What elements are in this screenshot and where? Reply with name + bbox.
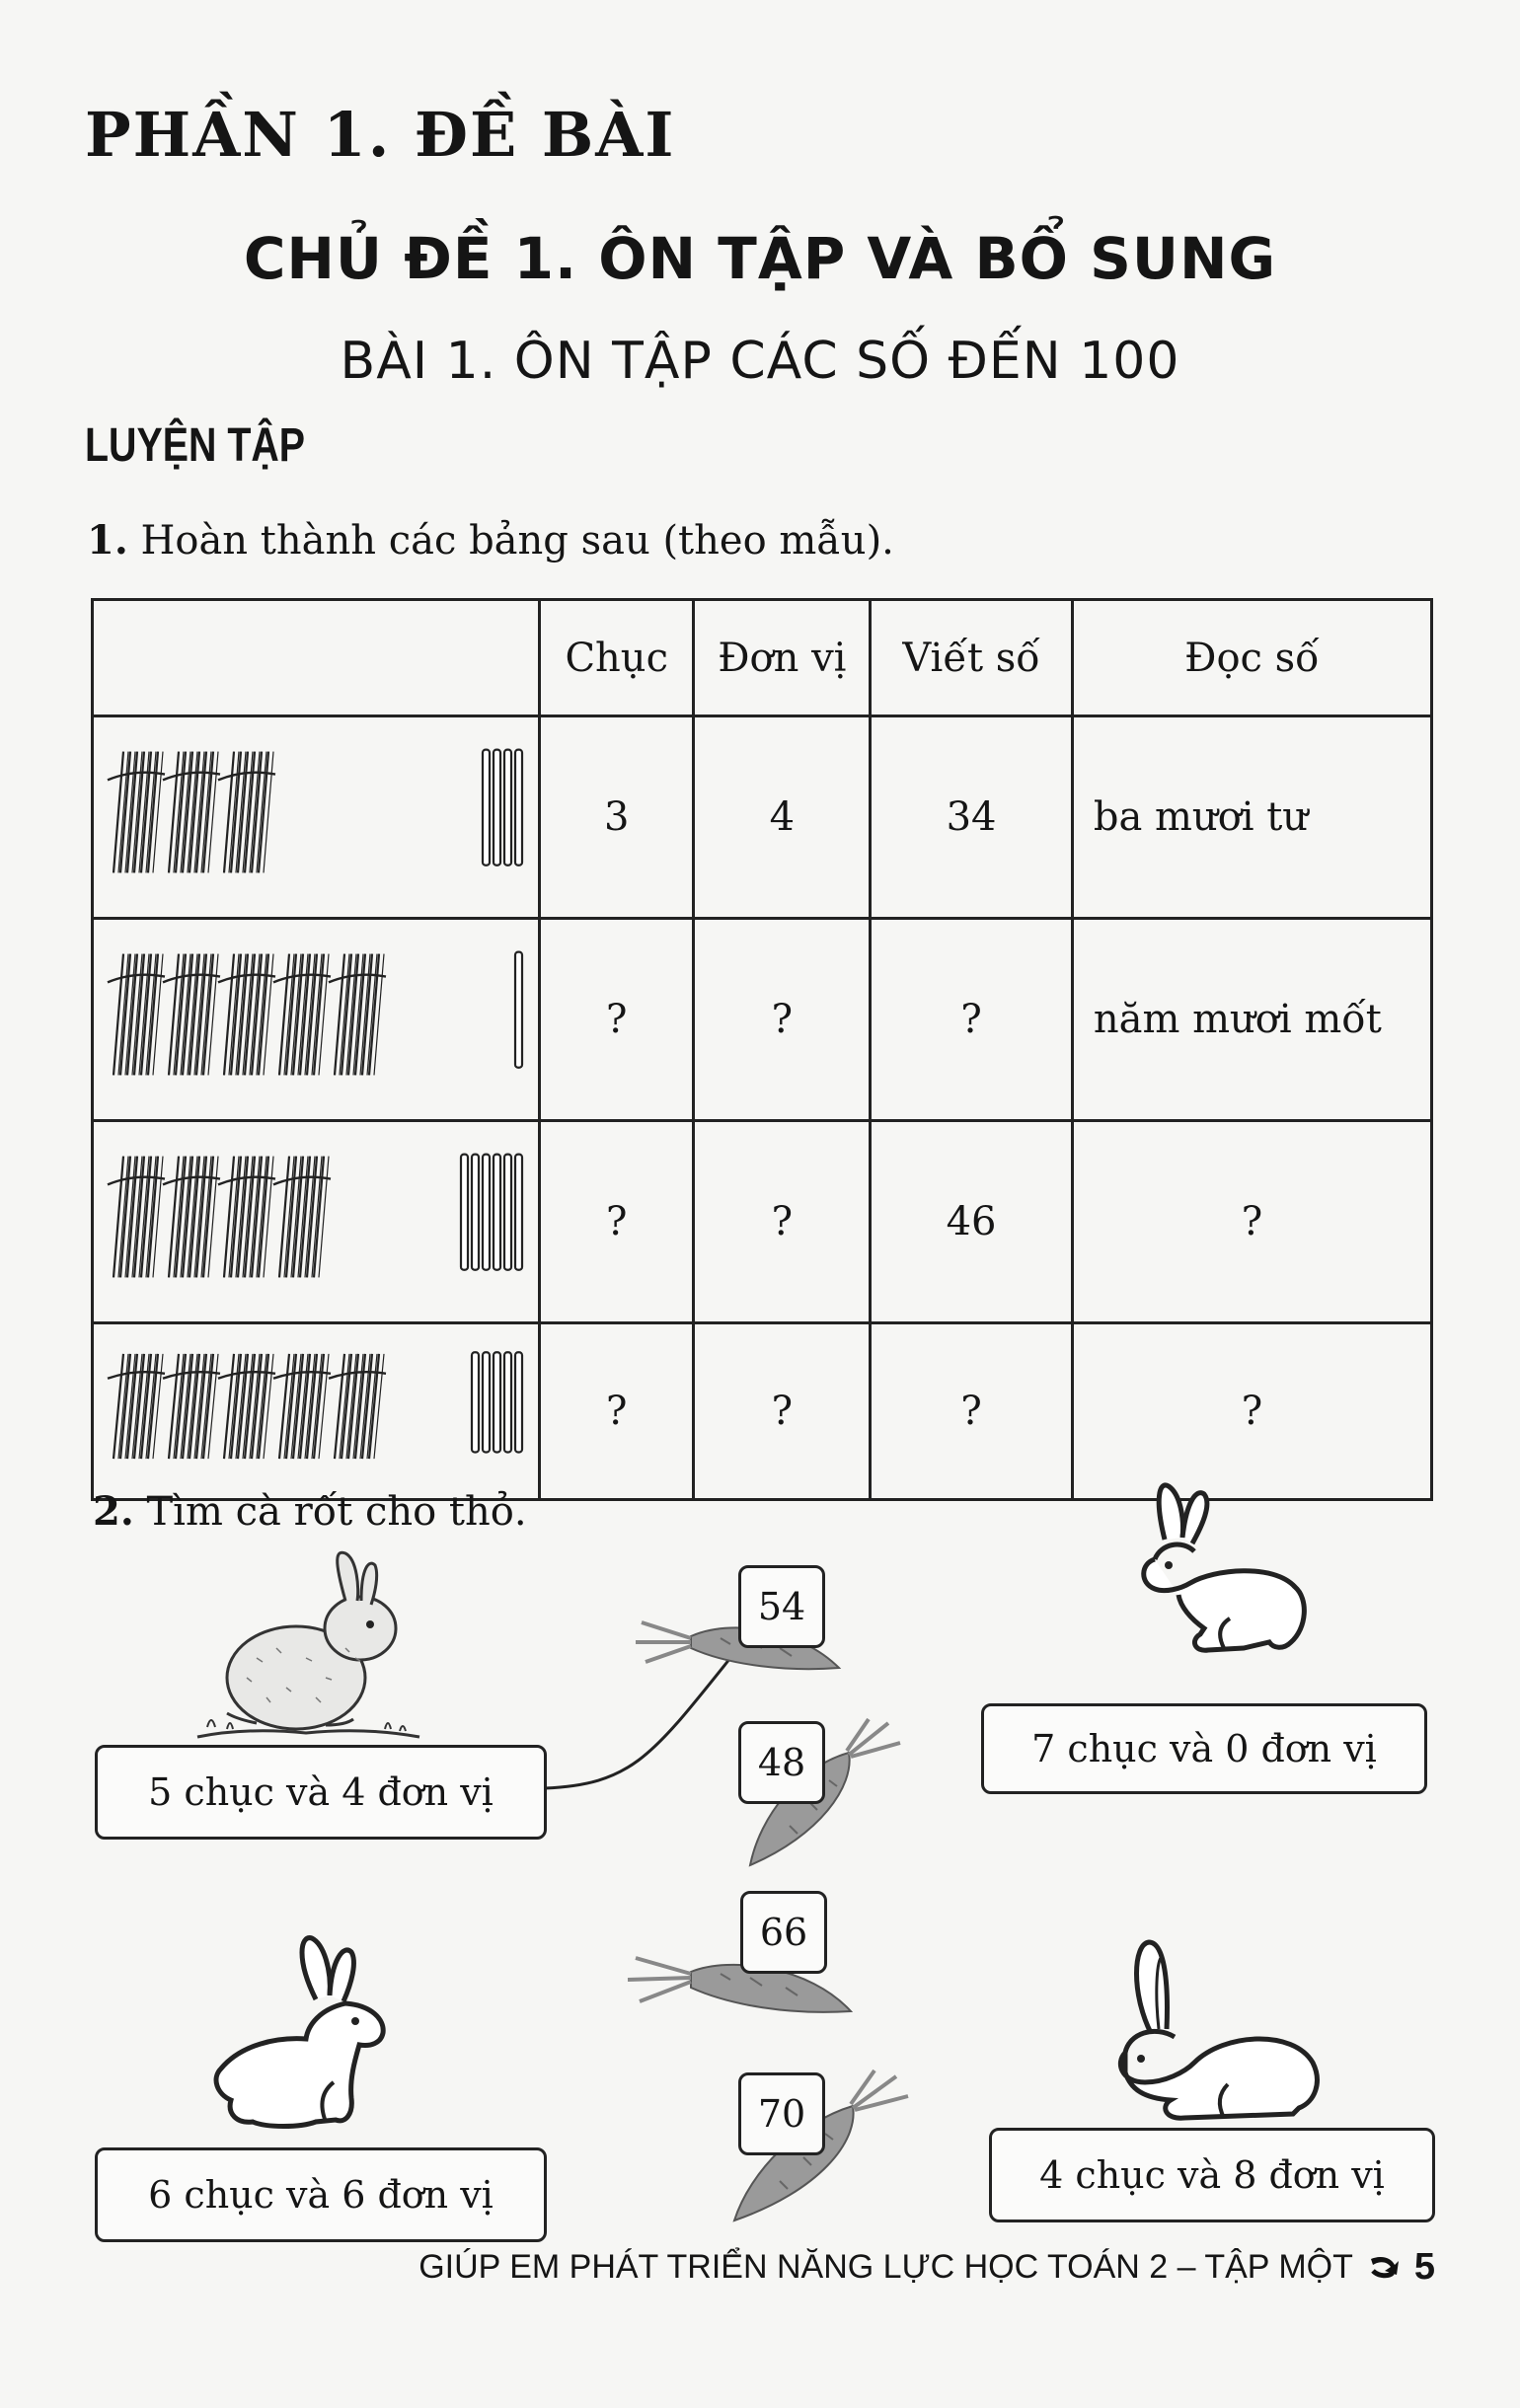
lesson-title: BÀI 1. ÔN TẬP CÁC SỐ ĐẾN 100 [340, 332, 1180, 391]
arrow-icon [1367, 2253, 1401, 2283]
cell-chuc: 3 [540, 716, 694, 919]
cell-doc-so: ? [1072, 1323, 1431, 1500]
cell-doc-so: năm mươi mốt [1072, 919, 1431, 1121]
carrot-number: 54 [738, 1565, 825, 1648]
header-don-vi: Đơn vị [694, 600, 871, 716]
exercise1-number: 1. [87, 517, 128, 564]
topic-title: CHỦ ĐỀ 1. ÔN TẬP VÀ BỔ SUNG [243, 225, 1277, 292]
header-doc-so: Đọc số [1072, 600, 1431, 716]
rabbit-icon [197, 1930, 415, 2147]
exercise2-text: Tìm cà rốt cho thỏ. [146, 1489, 527, 1535]
cell-chuc: ? [540, 919, 694, 1121]
carrot-number: 48 [738, 1721, 825, 1804]
header-chuc: Chục [540, 600, 694, 716]
header-viet-so: Viết số [871, 600, 1073, 716]
cell-don-vi: ? [694, 1323, 871, 1500]
cell-viet-so: 34 [871, 716, 1073, 919]
cell-doc-so: ba mươi tư [1072, 716, 1431, 919]
book-title: GIÚP EM PHÁT TRIỂN NĂNG LỰC HỌC TOÁN 2 – TẬP MỘT [418, 2248, 1353, 2286]
cell-doc-so: ? [1072, 1121, 1431, 1323]
cell-don-vi: ? [694, 919, 871, 1121]
cell-don-vi: 4 [694, 716, 871, 919]
rabbit-icon [188, 1549, 424, 1747]
rabbit-label: 5 chục và 4 đơn vị [95, 1745, 547, 1840]
exercise1-text: Hoàn thành các bảng sau (theo mẫu). [140, 518, 894, 564]
part-title: PHẦN 1. ĐỀ BÀI [85, 99, 676, 171]
exercise2-number: 2. [93, 1488, 134, 1535]
cell-don-vi: ? [694, 1121, 871, 1323]
rabbit-label: 6 chục và 6 đơn vị [95, 2147, 547, 2242]
cell-viet-so: ? [871, 1323, 1073, 1500]
rabbit-label: 4 chục và 8 đơn vị [989, 2128, 1435, 2222]
page-number: 5 [1413, 2246, 1435, 2288]
carrot-number: 70 [738, 2072, 825, 2155]
cell-chuc: ? [540, 1121, 694, 1323]
cell-chuc: ? [540, 1323, 694, 1500]
rabbit-icon [1105, 1934, 1332, 2132]
section-title: LUYỆN TẬP [85, 419, 306, 472]
cell-viet-so: 46 [871, 1121, 1073, 1323]
page-footer [418, 2246, 1435, 2289]
rabbit-label: 7 chục và 0 đơn vị [981, 1703, 1427, 1794]
rabbit-icon [1125, 1480, 1323, 1678]
carrot-number: 66 [740, 1891, 827, 1974]
cell-viet-so: ? [871, 919, 1073, 1121]
